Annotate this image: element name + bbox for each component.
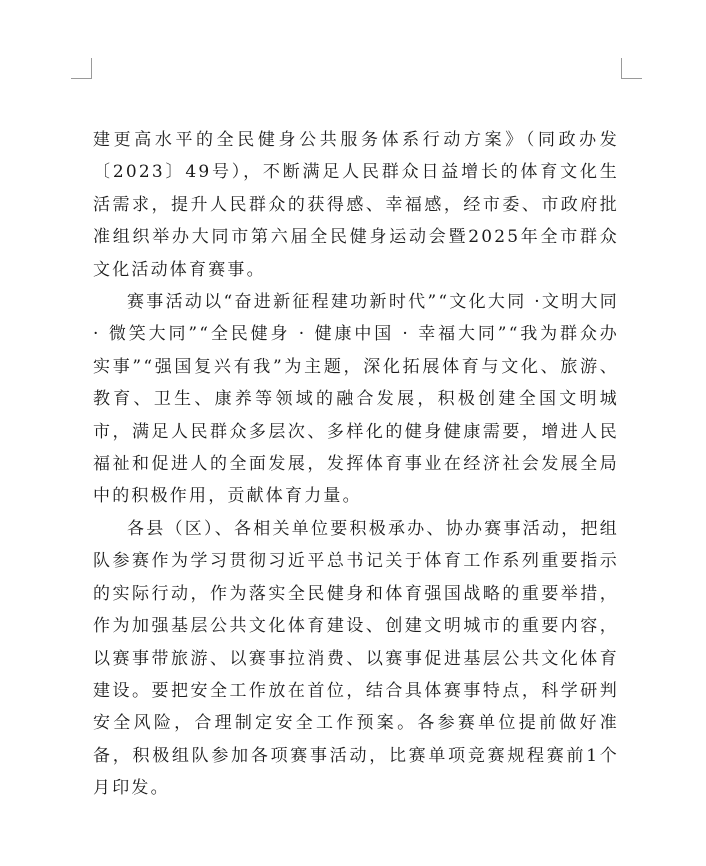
top-right-crop-mark (621, 58, 622, 79)
top-left-crop-mark (91, 58, 92, 79)
paragraph-continuation: 建更高水平的全民健身公共服务体系行动方案》（同政办发〔2023〕49号），不断满足人民群众日益增长的体育文化生活需求，提升人民群众的获得感、幸福感，经市委、市政府批准组织举办大同市第六届全民健身运动会暨2025年全市群众文化活动体育赛事。 (93, 130, 619, 280)
top-left-crop-mark-horizontal (71, 78, 92, 79)
document-body (93, 124, 619, 805)
top-right-crop-mark-horizontal (621, 78, 642, 79)
paragraph-requirements: 各县（区）、各相关单位要积极承办、协办赛事活动，把组队参赛作为学习贯彻习近平总书记关于体育工作系列重要指示的实际行动，作为落实全民健身和体育强国战略的重要举措，作为加强基层公共文化体育建设、创建文明城市的重要内容，以赛事带旅游、以赛事拉消费、以赛事促进基层公共文化体育建设。要把安全工作放在首位，结合具体赛事特点，科学研判安全风险，合理制定安全工作预案。各参赛单位提前做好准备，积极组队参加各项赛事活动，比赛单项竞赛规程赛前1个月印发。 (93, 518, 619, 799)
paragraph-theme: 赛事活动以“奋进新征程建功新时代”“文化大同 ·文明大同 · 微笑大同”“全民健身 · 健康中国 · 幸福大同”“我为群众办实事”“强国复兴有我”为主题，深化拓展体育与文化、旅游、教育、卫生、康养等领域的融合发展，积极创建全国文明城市，满足人民群众多层次、多样化的健身健康需要，增进人民福祉和促进人的全面发展，发挥体育事业在经济社会发展全局中的积极作用，贡献体育力量。 (93, 292, 619, 507)
